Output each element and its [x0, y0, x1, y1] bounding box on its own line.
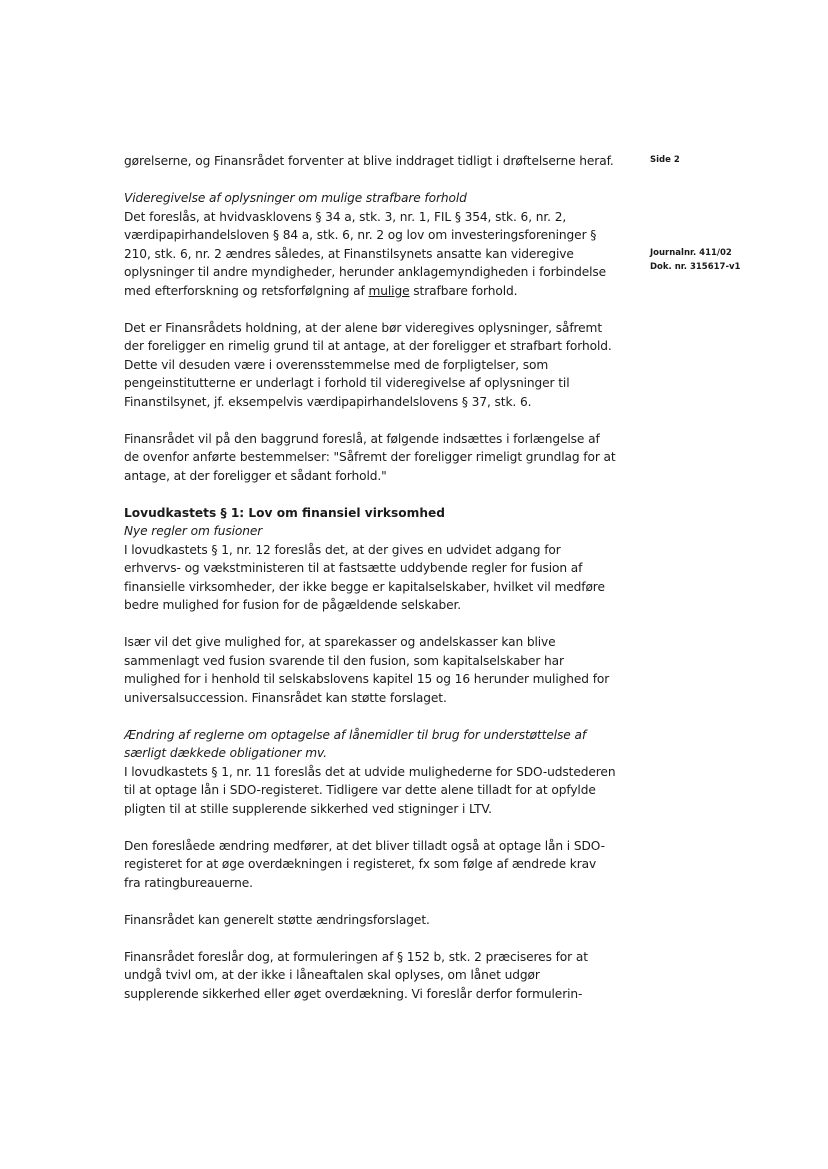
text-segment: Det foreslås, at hvidvasklovens § 34 a, stk. 3, nr. 1, FIL § 354, stk. 6, nr. 2, værdipapirhandelsloven § 84 a, stk. 6, nr. 2 og lov om investeringsforeninger § 210, stk. 6, nr. 2 ændres således, at Finanstilsynets ansatte kan videregive oplysninger til andre myndigheder, herunder anklagemyndigheden i forbindelse med efterforskning og retsforfølgning af — [124, 209, 607, 298]
page-number: Side 2 — [650, 155, 680, 165]
section-title-videregivelse: Videregivelse af oplysninger om mulige strafbare forhold — [124, 191, 467, 205]
paragraph-sdo-3: Finansrådet kan generelt støtte ændringsforslaget. — [124, 912, 430, 927]
paragraph-videregivelse-proposal — [124, 208, 616, 301]
section-heading-lov-om-finansiel-virksomhed: Lovudkastets § 1: Lov om finansiel virksomhed — [124, 505, 446, 520]
text-segment: strafbare forhold. — [409, 283, 518, 298]
paragraph-fusioner-1: I lovudkastets § 1, nr. 12 foreslås det, at der gives en udvidet adgang for erhvervs- og vækstministeren til at fastsætte uddybende regler for fusion af finansielle virksomheder, der ikke begge er kapitalselskaber, hvilket vil medføre bedre mulighed for fusion for de pågældende selskaber. — [124, 542, 605, 612]
section-title-laanemidler: Ændring af reglerne om optagelse af lånemidler til brug for understøttelse af særligt dækkede obligationer mv. — [124, 727, 587, 760]
document-number: Dok. nr. 315617-v1 — [650, 262, 741, 272]
main-text-column — [124, 152, 616, 1003]
underlined-word: mulige — [368, 283, 410, 298]
subheading-fusioner: Nye regler om fusioner — [124, 524, 263, 538]
paragraph-continuation: gørelserne, og Finansrådet forventer at blive inddraget tidligt i drøftelserne heraf. — [124, 154, 614, 168]
journal-number: Journalnr. 411/02 — [650, 248, 732, 258]
document-references — [650, 246, 740, 274]
paragraph-finansraadet-holdning: Det er Finansrådets holdning, at der alene bør videregives oplysninger, såfremt der foreligger en rimelig grund til at antage, at der foreligger et strafbart forhold. Dette vil desuden være i overensstemmelse med de forpligtelser, som pengeinstitutterne er underlagt i forhold til videregivelse af oplysninger til Finanstilsynet, jf. eksempelvis værdipapirhandelslovens § 37, stk. 6. — [124, 320, 612, 409]
paragraph-fusioner-2: Især vil det give mulighed for, at sparekasser og andelskasser kan blive sammenlagt ved fusion svarende til den fusion, som kapitalselskaber har mulighed for i henhold til selskabslovens kapitel 15 og 16 herunder mulighed for universalsuccession. Finansrådet kan støtte forslaget. — [124, 635, 610, 705]
paragraph-sdo-2: Den foreslåede ændring medfører, at det bliver tilladt også at optage lån i SDO-registeret for at øge overdækningen i registeret, fx som følge af ændrede krav fra ratingbureauerne. — [124, 838, 605, 890]
paragraph-foreslag-indsaettelse: Finansrådet vil på den baggrund foreslå, at følgende indsættes i forlængelse af de ovenfor anførte bestemmelser: "Såfremt der foreligger rimeligt grundlag for at antage, at der foreligger et sådant forhold." — [124, 431, 616, 483]
paragraph-sdo-4: Finansrådet foreslår dog, at formuleringen af § 152 b, stk. 2 præciseres for at undgå tvivl om, at der ikke i låneaftalen skal oplyses, om lånet udgør supplerende sikkerhed eller øget overdækning. Vi foreslår derfor formulerin- — [124, 949, 588, 1001]
paragraph-sdo-1: I lovudkastets § 1, nr. 11 foreslås det at udvide mulighederne for SDO-udstederen til at optage lån i SDO-registeret. Tidligere var dette alene tilladt for at opfylde pligten til at stille supplerende sikkerhed ved stigninger i LTV. — [124, 764, 616, 816]
